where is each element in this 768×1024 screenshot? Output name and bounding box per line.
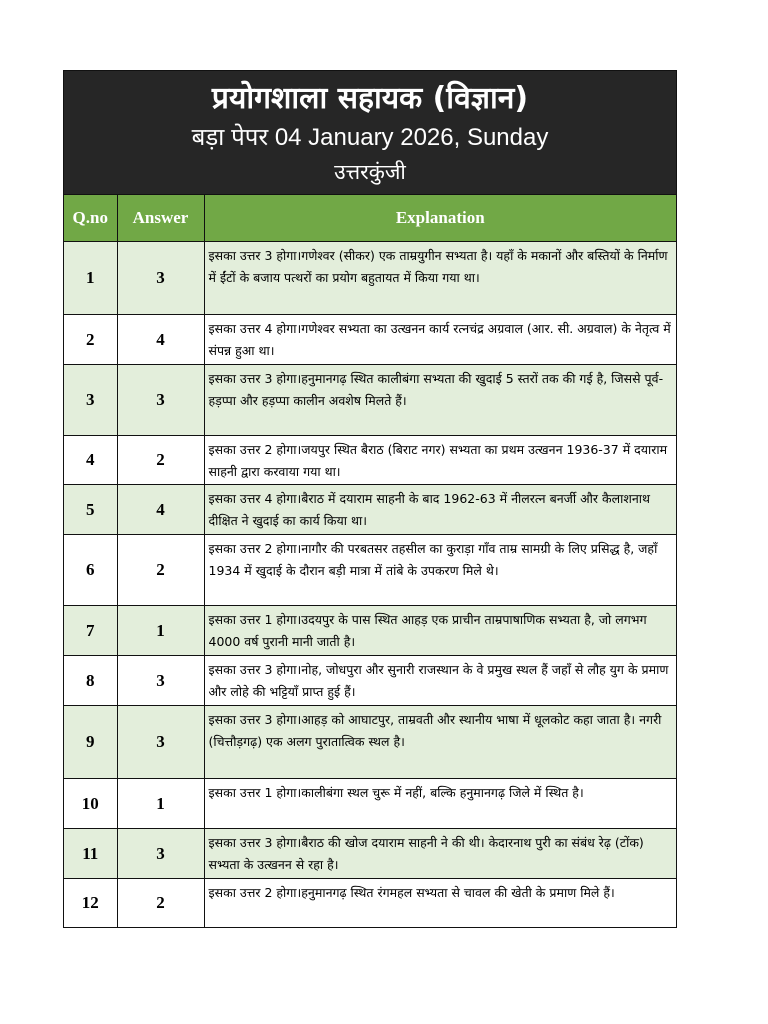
table-row: [64, 485, 676, 535]
explanation-text: इसका उत्तर 2 होगा।जयपुर स्थित बैराठ (बिराट नगर) सभ्यता का प्रथम उत्खनन 1936-37 में दयाराम साहनी द्वारा करवाया गया था।: [204, 436, 676, 485]
answer-value: 1: [117, 606, 204, 656]
question-number: 3: [64, 365, 117, 436]
answer-value: 4: [117, 485, 204, 535]
question-number: 4: [64, 436, 117, 485]
table-row: [64, 535, 676, 606]
answer-value: 3: [117, 656, 204, 706]
answer-value: 2: [117, 879, 204, 927]
table-row: [64, 879, 676, 927]
answer-value: 3: [117, 829, 204, 879]
table-row: [64, 779, 676, 829]
table-row: [64, 242, 676, 315]
explanation-text: इसका उत्तर 3 होगा।गणेश्वर (सीकर) एक ताम्रयुगीन सभ्यता है। यहाँ के मकानों और बस्तियों के निर्माण में ईंटों के बजाय पत्थरों का प्रयोग बहुतायत में किया गया था।: [204, 242, 676, 315]
question-number: 10: [64, 779, 117, 829]
table-row: [64, 656, 676, 706]
question-number: 1: [64, 242, 117, 315]
explanation-text: इसका उत्तर 3 होगा।बैराठ की खोज दयाराम साहनी ने की थी। केदारनाथ पुरी का संबंध रेढ़ (टोंक) सभ्यता के उत्खनन से रहा है।: [204, 829, 676, 879]
question-number: 12: [64, 879, 117, 927]
column-header-qno: Q.no: [64, 195, 117, 242]
answer-table: [64, 195, 676, 927]
answer-value: 2: [117, 535, 204, 606]
answer-key-sheet: [63, 70, 677, 928]
table-row: [64, 365, 676, 436]
explanation-text: इसका उत्तर 2 होगा।नागौर की परबतसर तहसील का कुराड़ा गाँव ताम्र सामग्री के लिए प्रसिद्ध है, जहाँ 1934 में खुदाई के दौरान बड़ी मात्रा में तांबे के उपकरण मिले थे।: [204, 535, 676, 606]
answer-value: 1: [117, 779, 204, 829]
question-number: 6: [64, 535, 117, 606]
question-number: 7: [64, 606, 117, 656]
explanation-text: इसका उत्तर 1 होगा।उदयपुर के पास स्थित आहड़ एक प्राचीन ताम्रपाषाणिक सभ्यता है, जो लगभग 4000 वर्ष पुरानी मानी जाती है।: [204, 606, 676, 656]
table-row: [64, 606, 676, 656]
answer-value: 3: [117, 706, 204, 779]
page-title: प्रयोगशाला सहायक (विज्ञान): [211, 81, 529, 116]
column-header-explanation: Explanation: [204, 195, 676, 242]
answer-value: 3: [117, 365, 204, 436]
table-row: [64, 829, 676, 879]
explanation-text: इसका उत्तर 3 होगा।नोह, जोधपुरा और सुनारी राजस्थान के वे प्रमुख स्थल हैं जहाँ से लौह युग के प्रमाण और लोहे की भट्टियाँ प्राप्त हुई हैं।: [204, 656, 676, 706]
table-row: [64, 436, 676, 485]
question-number: 9: [64, 706, 117, 779]
explanation-text: इसका उत्तर 3 होगा।हनुमानगढ़ स्थित कालीबंगा सभ्यता की खुदाई 5 स्तरों तक की गई है, जिससे पूर्व-हड़प्पा और हड़प्पा कालीन अवशेष मिलते हैं।: [204, 365, 676, 436]
explanation-text: इसका उत्तर 3 होगा।आहड़ को आघाटपुर, ताम्रवती और स्थानीय भाषा में धूलकोट कहा जाता है। नगरी (चित्तौड़गढ़) एक अलग पुरातात्विक स्थल है।: [204, 706, 676, 779]
explanation-text: इसका उत्तर 4 होगा।गणेश्वर सभ्यता का उत्खनन कार्य रत्नचंद्र अग्रवाल (आर. सी. अग्रवाल) के नेतृत्व में संपन्न हुआ था।: [204, 315, 676, 365]
paper-date: बड़ा पेपर 04 January 2026, Sunday: [191, 124, 549, 151]
table-row: [64, 706, 676, 779]
question-number: 2: [64, 315, 117, 365]
table-body: [64, 242, 676, 927]
explanation-text: इसका उत्तर 2 होगा।हनुमानगढ़ स्थित रंगमहल सभ्यता से चावल की खेती के प्रमाण मिले हैं।: [204, 879, 676, 927]
explanation-text: इसका उत्तर 4 होगा।बैराठ में दयाराम साहनी के बाद 1962-63 में नीलरत्न बनर्जी और कैलाशनाथ दीक्षित ने खुदाई का कार्य किया था।: [204, 485, 676, 535]
answer-value: 3: [117, 242, 204, 315]
explanation-text: इसका उत्तर 1 होगा।कालीबंगा स्थल चुरू में नहीं, बल्कि हनुमानगढ़ जिले में स्थित है।: [204, 779, 676, 829]
question-number: 8: [64, 656, 117, 706]
question-number: 5: [64, 485, 117, 535]
header-block: [64, 71, 676, 195]
question-number: 11: [64, 829, 117, 879]
table-row: [64, 315, 676, 365]
table-header-row: [64, 195, 676, 242]
answer-value: 4: [117, 315, 204, 365]
column-header-answer: Answer: [117, 195, 204, 242]
answer-key-label: उत्तरकुंजी: [334, 160, 406, 184]
answer-value: 2: [117, 436, 204, 485]
